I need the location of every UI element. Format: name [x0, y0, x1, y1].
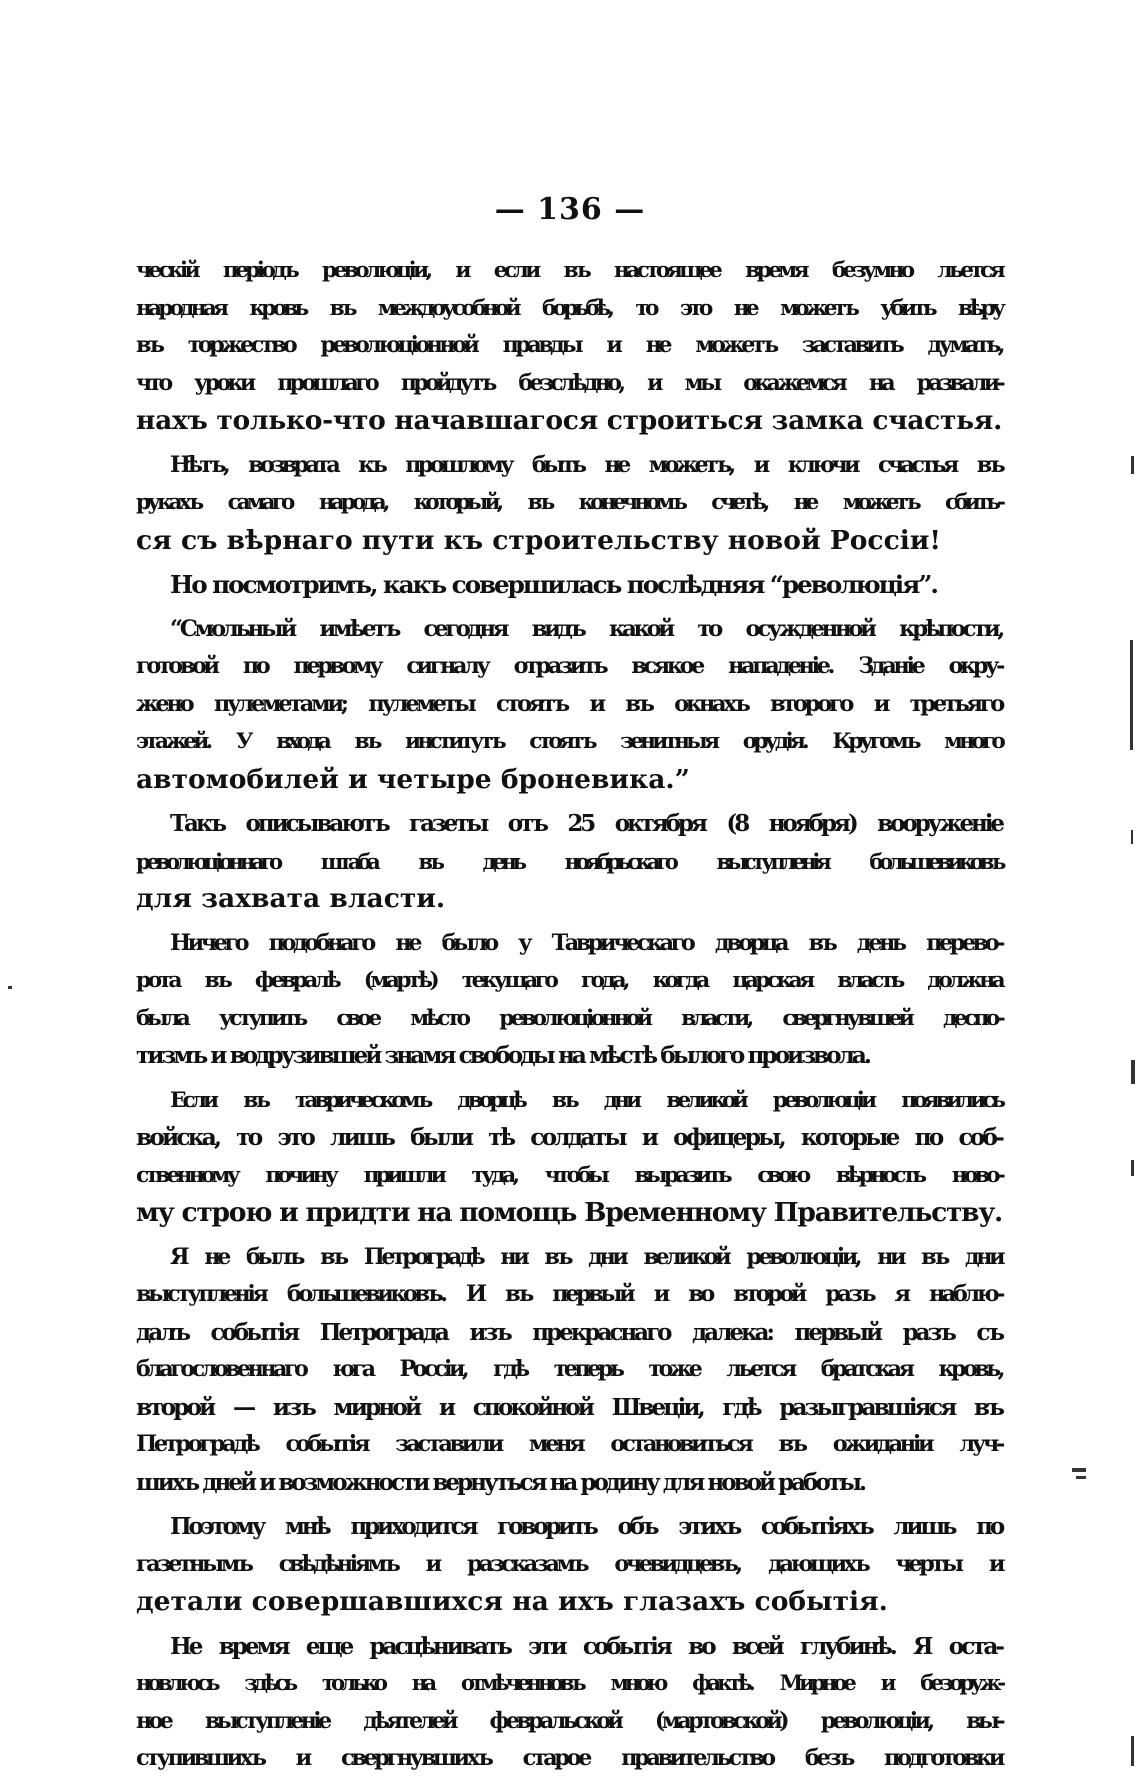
text-line: была уступить свое мѣсто революціонной власти, свергнувшей деспо-	[136, 1005, 1002, 1031]
text-line: этажей. У входа въ институтъ стоятъ зенитныя орудія. Кругомъ много	[136, 729, 1002, 754]
text-line: для захвата власти.	[136, 883, 446, 914]
text-line: “Смольный имѣетъ сегодня видъ какой то осужденной крѣпости,	[170, 615, 1002, 642]
scan-artifact	[8, 986, 12, 989]
text-line: Поэтому мнѣ приходится говорить объ этихъ событіяхъ лишь по	[170, 1513, 1002, 1540]
paragraph	[136, 1628, 1002, 1778]
text-line: новлюсь здѣсь только на отмѣченновъ мною фактѣ. Мирное и безоруж-	[136, 1671, 1002, 1696]
scan-artifact	[1131, 1060, 1135, 1084]
text-line: ственному почину пришли туда, чтобы выразить свою вѣрность ново-	[136, 1162, 1002, 1188]
text-line: Петроградѣ событія заставили меня остановиться въ ожиданіи луч-	[136, 1431, 1002, 1457]
scan-artifact	[1072, 1468, 1086, 1472]
paragraph	[136, 1239, 1002, 1502]
scan-artifact	[1130, 640, 1133, 750]
text-line: Ничего подобнаго не было у Таврическаго дворца въ день перево-	[170, 929, 1002, 956]
text-line: войска, то это лишь были тѣ солдаты и офицеры, которые по соб-	[136, 1124, 1002, 1151]
text-line: рота въ февралѣ (мартѣ) текущаго года, когда царская власть должна	[136, 968, 1002, 993]
text-line: Такъ описываютъ газеты отъ 25 октября (8 ноября) вооруженіе	[170, 810, 1002, 837]
scan-artifact	[1131, 456, 1134, 474]
text-line: рукахъ самаго народа, который, въ конечномъ счетѣ, не можетъ сбить-	[136, 490, 1002, 515]
text-line: благословеннаго юга Россіи, гдѣ теперь тоже льется братская кровь,	[136, 1356, 1002, 1382]
paragraph	[136, 1082, 1002, 1232]
text-line: жено пулеметами; пулеметы стоятъ и въ окнахъ второго и третьяго	[136, 690, 1002, 717]
text-line: тизмъ и водрузившей знамя свободы на мѣстѣ былого произвола.	[136, 1042, 870, 1069]
text-line: ступившихъ и свергнувшихъ старое правительство безъ подготовки	[136, 1745, 1002, 1771]
text-line: нахъ только-что начавшагося строиться замка счастья.	[136, 405, 1002, 436]
scan-artifact	[1131, 830, 1133, 844]
paragraph	[136, 805, 1002, 918]
text-line: революціоннаго штаба въ день ноябрьскаго выступленія большевиковъ	[136, 848, 1002, 874]
body-text	[136, 252, 1002, 1785]
paragraph	[136, 925, 1002, 1075]
paragraph	[136, 252, 1002, 440]
text-line: народная кровь въ междоусобной борьбѣ, то это не можетъ убить вѣру	[136, 295, 1002, 321]
text-line: Нѣтъ, возврата къ прошлому быть не можетъ, и ключи счастья въ	[170, 451, 1002, 478]
text-line: ное выступленіе дѣятелей февральской (мартовской) революціи, вы-	[136, 1707, 1002, 1734]
paragraph	[136, 1508, 1002, 1621]
text-line: далъ событія Петрограда изъ прекраснаго далека: первый разъ съ	[136, 1318, 1002, 1346]
text-line: автомобилей и четыре броневика.”	[136, 763, 690, 795]
text-line: газетнымъ свѣдѣніямъ и разсказамъ очевидцевъ, дающихъ черты и	[136, 1550, 1002, 1577]
text-line: выступленія большевиковъ. И въ первый и во второй разъ я наблю-	[136, 1281, 1002, 1307]
paragraph	[136, 447, 1002, 560]
text-line: ческій періодъ революціи, и если въ настоящее время безумно льется	[136, 258, 1002, 283]
text-line: Я не былъ въ Петроградѣ ни въ дни великой революціи, ни въ дни	[170, 1243, 1002, 1270]
text-line: ся съ вѣрнаго пути къ строительству новой Россіи!	[136, 524, 942, 556]
paragraph	[136, 611, 1002, 799]
text-line: готовой по первому сигналу отразить всякое нападеніе. Зданіе окру-	[136, 653, 1002, 679]
paragraph	[136, 566, 1002, 604]
text-line: шихъ дней и возможности вернуться на родину для новой работы.	[136, 1468, 865, 1496]
text-line: Но посмотримъ, какъ совершилась послѣдняя “революція”.	[170, 570, 937, 599]
text-line: въ торжество революціонной правды и не можетъ заставить думать,	[136, 332, 1002, 358]
page-number: — 136 —	[494, 192, 646, 227]
scan-artifact	[1131, 1736, 1134, 1766]
text-line: второй — изъ мирной и спокойной Швеціи, гдѣ разыгравшіяся въ	[136, 1393, 1002, 1421]
text-line: му строю и придти на помощь Временному Правительству.	[136, 1197, 1002, 1228]
text-line: Если въ таврическомъ дворцѣ въ дни великой революціи появились	[170, 1087, 1002, 1113]
scan-artifact	[1131, 1160, 1134, 1176]
text-line: Не время еще расцѣнивать эти событія во всей глубинѣ. Я оста-	[170, 1632, 1002, 1660]
text-line: что уроки прошлаго пройдутъ безслѣдно, и мы окажемся на развали-	[136, 369, 1002, 396]
scan-artifact	[1076, 1476, 1086, 1479]
text-line: детали совершавшихся на ихъ глазахъ событія.	[136, 1586, 888, 1617]
